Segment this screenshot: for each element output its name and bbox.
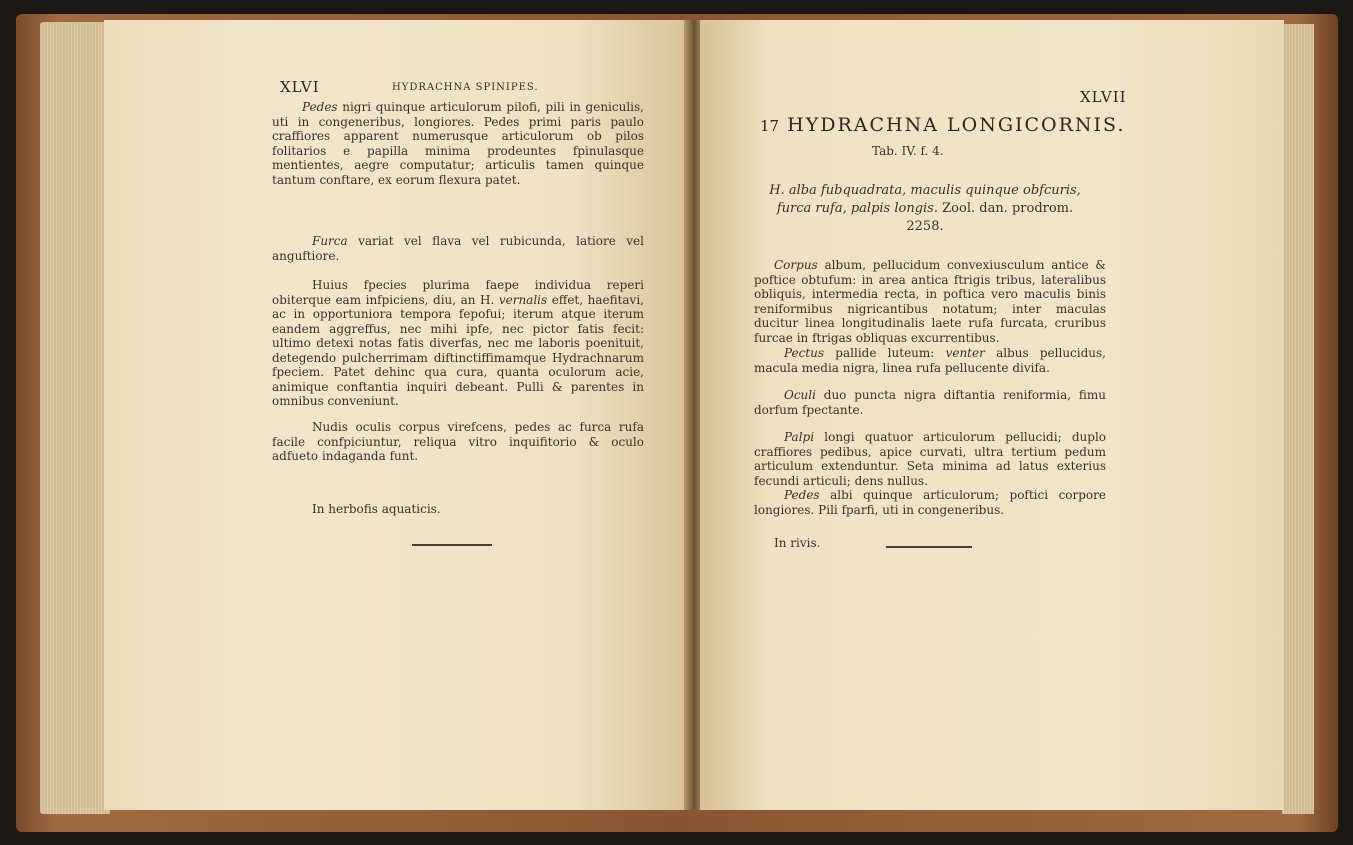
term-pedes: Pedes <box>302 100 338 114</box>
right-paragraph-pectus-text: albus pellucidus, macula media nigra, linea rufa pellucente divifa. <box>754 346 1106 375</box>
term-palpi: Palpi <box>784 430 815 444</box>
left-paragraph-huius <box>272 278 644 409</box>
left-paragraph-furca <box>272 234 644 263</box>
term-vernalis: vernalis <box>498 292 548 307</box>
page-edges-right <box>1282 24 1314 814</box>
left-paragraph-huius-post: effet, haefitavi, ac in opportuniora tempora fepofui; iterum atque iterum eandem aggreffus, nec mihi ipfe, nec pictor fatis fecit: ultimo detexi notas fatis diverfas, nec me laboris poenituit, detegendo pulcherrimam diftinctiffimamque Hydrachnarum fpeciem. Patet dehinc qua cura, quanta oculorum acie, animique conftantia inquiri debeant. Pulli & parentes in omnibus conveniunt. <box>272 292 644 408</box>
right-paragraph-pedes-text: albi quinque articulorum; poftici corpore longiores. Pili fparfi, uti in congeneribus. <box>754 488 1106 517</box>
left-habitat: In herbofis aquaticis. <box>312 502 441 516</box>
page-edges-left <box>40 22 110 814</box>
right-habitat: In rivis. <box>774 536 821 550</box>
diagnosis-abbr: H. <box>769 183 785 198</box>
species-heading <box>760 114 1125 136</box>
species-name: HYDRACHNA LONGICORNIS. <box>787 114 1126 136</box>
running-head: HYDRACHNA SPINIPES. <box>392 82 539 93</box>
term-pectus: Pectus <box>784 346 825 360</box>
species-number: 17 <box>760 117 780 135</box>
right-paragraph-pedes <box>754 488 1106 517</box>
plate-reference: Tab. IV. f. 4. <box>872 144 944 158</box>
term-furca: Furca <box>312 234 348 248</box>
right-paragraph-palpi-text: longi quatuor articulorum pellucidi; duplo craffiores pedibus, apice curvati, ultra tertium pedum articulum extenduntur. Seta minima ad latus exterius fecundi articuli; dens nullus. <box>754 430 1106 488</box>
right-paragraph-pectus-mid: pallide luteum: <box>824 346 946 360</box>
right-paragraph-corpus-text: album, pellucidum convexiusculum antice & poftice obtufum: in area antica ftrigis tribus, lateralibus obliquis, intermedia recta, in poftica vero maculis binis reniformibus nigricantibus notatum; inter maculas ducitur linea longitudinalis laete rufa furcata, cruribus furcae in ftrigas obliquas excurrentibus. <box>754 258 1106 345</box>
term-venter: venter <box>945 346 985 360</box>
left-paragraph-pedes-text: nigri quinque articulorum pilofi, pili in geniculis, uti in congeneribus, longiores. Pedes primi paris paulo craffiores apparent numerusque articulorum ob pilos folitarios e papilla minima prodeuntes fpinulasque mentientes, aegre computatur; articulis tamen quinque tantum conftare, ex eorum flexura patet. <box>272 100 644 187</box>
left-end-rule <box>412 544 492 546</box>
diagnosis-ref: Zool. dan. prodrom. 2258. <box>906 201 1074 234</box>
term-pedes-right: Pedes <box>784 488 820 502</box>
left-page <box>104 20 687 810</box>
right-paragraph-corpus <box>754 258 1106 345</box>
right-paragraph-palpi <box>754 430 1106 488</box>
right-folio: XLVII <box>1080 88 1127 106</box>
right-end-rule <box>886 546 972 548</box>
right-paragraph-oculi-text: duo puncta nigra diftantia reniformia, fimu dorfum fpectante. <box>754 388 1106 417</box>
right-paragraph-oculi <box>754 388 1106 417</box>
left-paragraph-huius-pre: Huius fpecies plurima faepe individua reperi obiterque eam infpiciens, diu, an H. <box>272 278 644 307</box>
term-oculi: Oculi <box>784 388 816 402</box>
right-page <box>700 20 1284 810</box>
diagnosis-latin: alba fubquadrata, maculis quinque obfcuris, furca rufa, palpis longis. <box>776 183 1081 216</box>
right-paragraph-pectus <box>754 346 1106 375</box>
left-paragraph-furca-text: variat vel flava vel rubicunda, latiore vel anguftiore. <box>272 234 644 263</box>
left-paragraph-nudis: Nudis oculis corpus virefcens, pedes ac furca rufa facile confpiciuntur, reliqua vitro inquifitorio & oculo adfueto indaganda funt. <box>272 420 644 463</box>
diagnosis <box>760 182 1090 236</box>
term-corpus: Corpus <box>774 258 818 272</box>
left-paragraph-pedes <box>272 100 644 187</box>
left-folio: XLVI <box>280 78 320 96</box>
